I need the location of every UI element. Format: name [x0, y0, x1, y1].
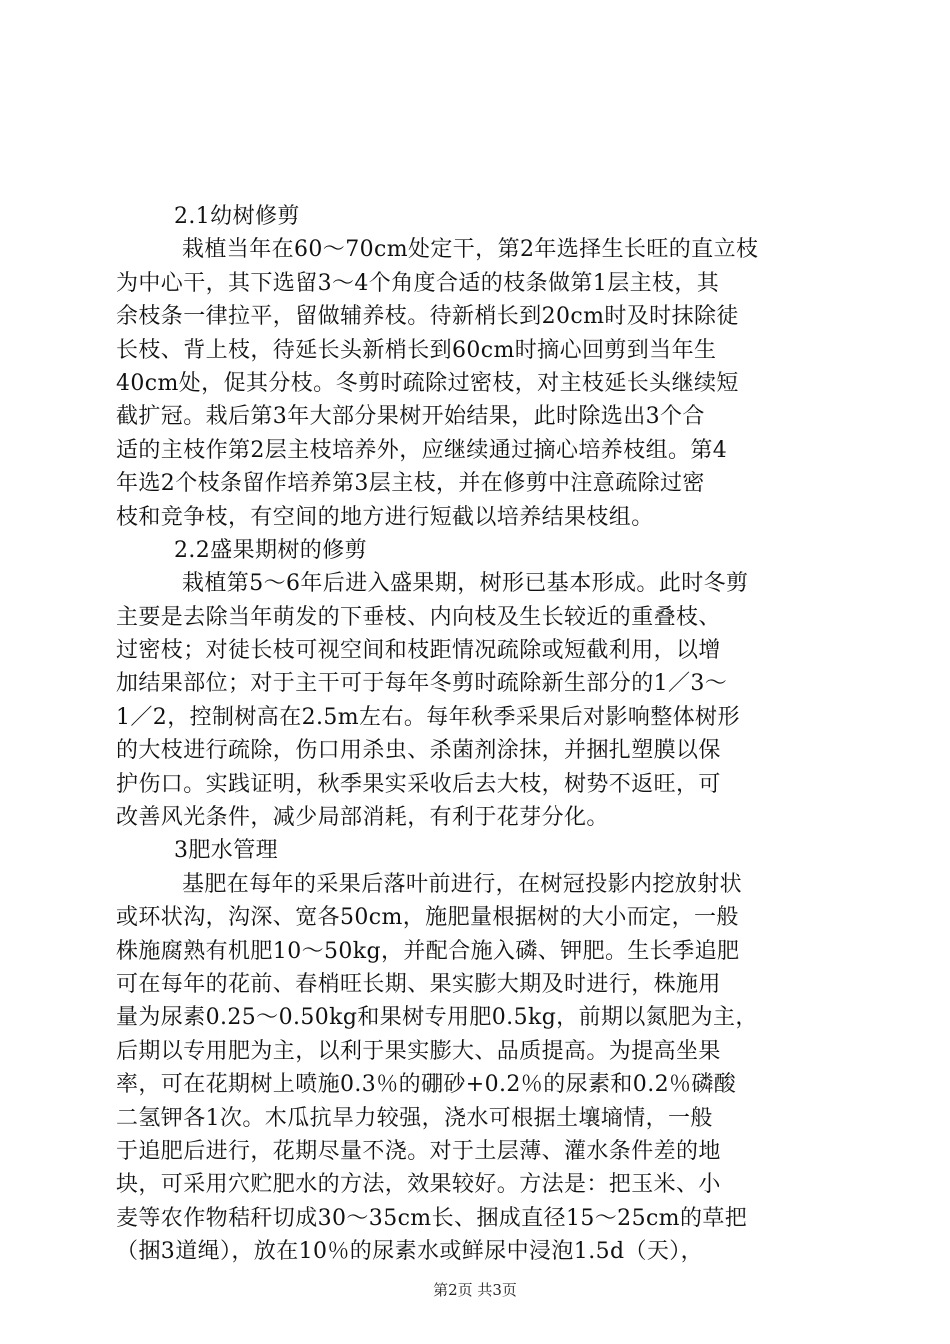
- text-line: 护伤口。实践证明，秋季果实采收后去大枝，树势不返旺，可: [116, 771, 721, 797]
- text-line: 改善风光条件，减少局部消耗，有利于花芽分化。: [116, 805, 609, 831]
- text-line: 或环状沟，沟深、宽各50cm，施肥量根据树的大小而定，一般: [116, 905, 739, 931]
- text-line: 截扩冠。栽后第3年大部分果树开始结果，此时除选出3个合: [116, 404, 705, 430]
- text-line: 于追肥后进行，花期尽量不浇。对于土层薄、灌水条件差的地: [116, 1138, 721, 1164]
- document-body: [116, 200, 836, 1269]
- page-footer: 第2页 共3页: [433, 1281, 517, 1299]
- text-line: 后期以专用肥为主，以利于果实膨大、品质提高。为提高坐果: [116, 1038, 721, 1064]
- text-line: 长枝、背上枝，待延长头新梢长到60cm时摘心回剪到当年生: [116, 337, 717, 363]
- text-line: 余枝条一律拉平，留做辅养枝。待新梢长到20cm时及时抹除徒: [116, 304, 739, 330]
- text-line: 的大枝进行疏除，伤口用杀虫、杀菌剂涂抹，并捆扎塑膜以保: [116, 738, 721, 764]
- text-line: 为中心干，其下选留3～4个角度合适的枝条做第1层主枝，其: [116, 270, 720, 296]
- text-line: 栽植当年在60～70cm处定干，第2年选择生长旺的直立枝: [182, 237, 759, 263]
- section-heading: 2.2盛果期树的修剪: [174, 537, 367, 563]
- text-line: 主要是去除当年萌发的下垂枝、内向枝及生长较近的重叠枝、: [116, 604, 721, 630]
- text-line: 量为尿素0.25～0.50kg和果树专用肥0.5kg，前期以氮肥为主，: [116, 1005, 758, 1031]
- text-line: 二氢钾各1次。木瓜抗旱力较强，浇水可根据土壤墒情，一般: [116, 1105, 713, 1131]
- section-heading: 3肥水管理: [174, 838, 278, 864]
- text-line: 可在每年的花前、春梢旺长期、果实膨大期及时进行，株施用: [116, 971, 721, 997]
- text-line: 加结果部位；对于主干可于每年冬剪时疏除新生部分的1／3～: [116, 671, 728, 697]
- text-line: 块，可采用穴贮肥水的方法，效果较好。方法是：把玉米、小: [116, 1172, 721, 1198]
- text-line: 40cm处，促其分枝。冬剪时疏除过密枝，对主枝延长头继续短: [116, 370, 739, 396]
- text-line: 栽植第5～6年后进入盛果期，树形已基本形成。此时冬剪: [182, 571, 749, 597]
- text-line: 适的主枝作第2层主枝培养外，应继续通过摘心培养枝组。第4: [116, 437, 728, 463]
- text-line: 率，可在花期树上喷施0.3％的硼砂+0.2％的尿素和0.2％磷酸: [116, 1072, 737, 1098]
- text-line: 基肥在每年的采果后落叶前进行，在树冠投影内挖放射状: [182, 871, 743, 897]
- text-line: 年选2个枝条留作培养第3层主枝，并在修剪中注意疏除过密: [116, 471, 705, 497]
- text-line: 麦等农作物秸秆切成30～35cm长、捆成直径15～25cm的草把: [116, 1205, 748, 1231]
- text-line: 枝和竞争枝，有空间的地方进行短截以培养结果枝组。: [116, 504, 654, 530]
- text-line: 过密枝；对徒长枝可视空间和枝距情况疏除或短截利用，以增: [116, 638, 721, 664]
- section-heading: 2.1幼树修剪: [174, 204, 300, 229]
- text-line: 株施腐熟有机肥10～50kg，并配合施入磷、钾肥。生长季追肥: [116, 938, 740, 964]
- text-line: （捆3道绳），放在10％的尿素水或鲜尿中浸泡1.5d（天），: [116, 1239, 704, 1265]
- text-line: 1／2，控制树高在2.5m左右。每年秋季采果后对影响整体树形: [116, 704, 740, 730]
